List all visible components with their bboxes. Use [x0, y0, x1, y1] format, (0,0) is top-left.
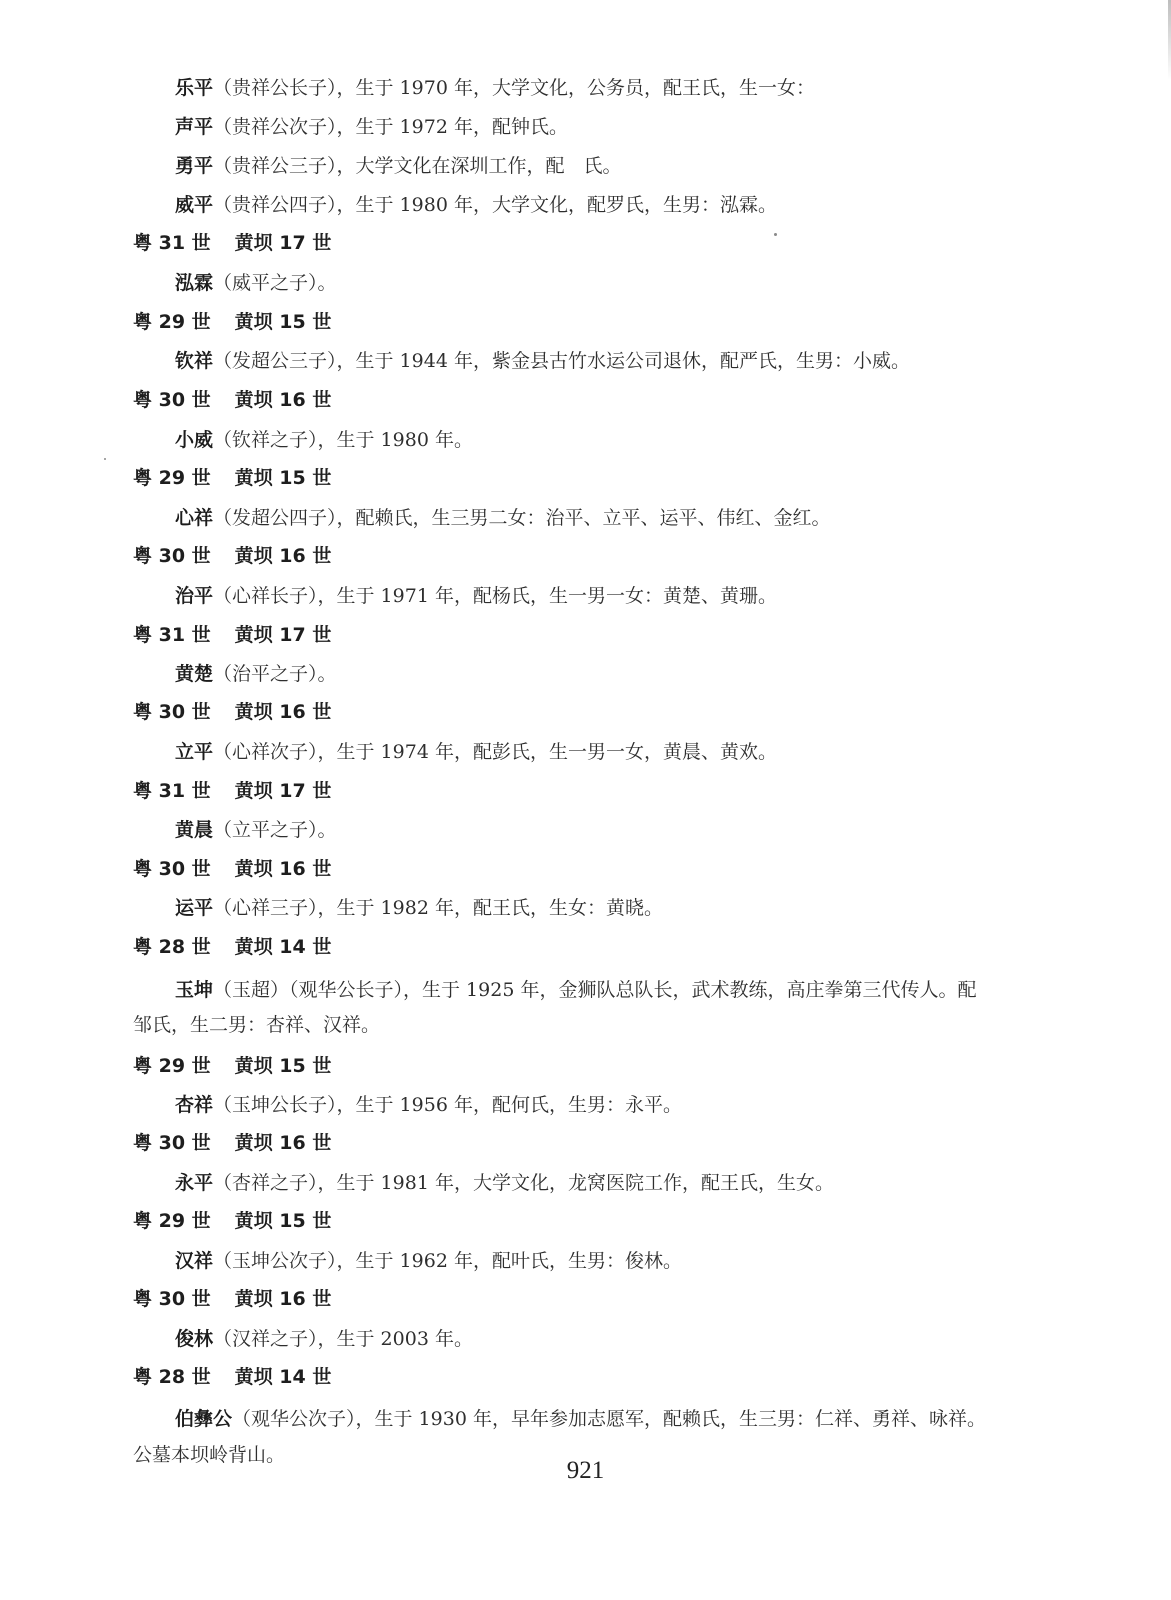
generation-heading [133, 469, 331, 488]
generation-heading [133, 938, 331, 957]
generation-village-label: 黄坝 17 世 [234, 232, 332, 254]
generation-village-label: 黄坝 16 世 [234, 858, 332, 880]
generation-province-label: 粤 29 世 [133, 1055, 211, 1077]
entry-continuation: 邹氏，生二男：杏祥、汉祥。 [133, 1014, 381, 1036]
person-description: （贵祥公四子），生于 1980 年，大学文化，配罗氏，生男：泓霖。 [213, 194, 777, 216]
person-entry [175, 352, 910, 371]
person-name: 立平 [175, 741, 214, 763]
generation-heading [133, 860, 331, 879]
generation-province-label: 粤 28 世 [133, 936, 211, 958]
person-entry [175, 118, 568, 137]
person-entry [175, 79, 815, 98]
person-entry [175, 1330, 473, 1349]
generation-province-label: 粤 30 世 [133, 701, 211, 723]
generation-province-label: 粤 30 世 [133, 389, 211, 411]
person-entry [175, 665, 337, 684]
generation-village-label: 黄坝 16 世 [234, 701, 332, 723]
scan-speck [774, 233, 777, 236]
person-description: （贵祥公次子），生于 1972 年，配钟氏。 [213, 116, 568, 138]
generation-heading [133, 234, 331, 253]
person-entry [175, 1410, 986, 1429]
person-entry [175, 743, 777, 762]
generation-heading [133, 313, 331, 332]
person-description: （贵祥公长子），生于 1970 年，大学文化，公务员，配王氏，生一女： [213, 77, 815, 99]
person-description: （威平之子）。 [213, 272, 337, 294]
generation-village-label: 黄坝 15 世 [234, 1055, 332, 1077]
generation-province-label: 粤 31 世 [133, 780, 211, 802]
person-name: 黄晨 [175, 819, 214, 841]
person-entry [175, 431, 473, 450]
person-name: 小威 [175, 429, 214, 451]
person-name: 威平 [175, 194, 214, 216]
generation-village-label: 黄坝 16 世 [234, 1132, 332, 1154]
generation-heading [133, 626, 331, 645]
generation-village-label: 黄坝 17 世 [234, 780, 332, 802]
person-description: （发超公三子），生于 1944 年，紫金县古竹水运公司退休，配严氏，生男：小威。 [213, 350, 910, 372]
generation-province-label: 粤 28 世 [133, 1366, 211, 1388]
person-name: 杏祥 [175, 1094, 214, 1116]
person-description: （玉坤公长子），生于 1956 年，配何氏，生男：永平。 [213, 1094, 682, 1116]
generation-village-label: 黄坝 16 世 [234, 545, 332, 567]
person-entry [175, 196, 777, 215]
person-entry [175, 821, 337, 840]
person-name: 心祥 [175, 507, 214, 529]
scan-speck [104, 458, 106, 460]
generation-heading [133, 782, 331, 801]
person-entry [175, 981, 976, 1000]
generation-heading [133, 1057, 331, 1076]
person-entry [175, 1096, 682, 1115]
person-name: 泓霖 [175, 272, 214, 294]
generation-heading [133, 703, 331, 722]
person-description: （治平之子）。 [213, 663, 337, 685]
person-description: （杏祥之子），生于 1981 年，大学文化，龙窝医院工作，配王氏，生女。 [213, 1172, 834, 1194]
person-name: 声平 [175, 116, 214, 138]
generation-province-label: 粤 29 世 [133, 1210, 211, 1232]
generation-village-label: 黄坝 17 世 [234, 624, 332, 646]
person-description: （心祥三子），生于 1982 年，配王氏，生女：黄晓。 [213, 897, 663, 919]
person-name: 玉坤 [175, 979, 214, 1001]
person-name: 汉祥 [175, 1250, 214, 1272]
person-entry [175, 157, 622, 176]
entry-continuation: 公墓本坝岭背山。 [133, 1444, 286, 1466]
person-entry [175, 587, 777, 606]
generation-village-label: 黄坝 16 世 [234, 1288, 332, 1310]
person-entry [175, 509, 831, 528]
generation-heading [133, 1212, 331, 1231]
generation-province-label: 粤 29 世 [133, 467, 211, 489]
person-name: 运平 [175, 897, 214, 919]
generation-province-label: 粤 30 世 [133, 1132, 211, 1154]
generation-heading [133, 1134, 331, 1153]
person-description: （玉超）（观华公长子），生于 1925 年，金狮队总队长，武术教练，高庄拳第三代传人。配 [213, 979, 977, 1001]
person-name: 乐平 [175, 77, 214, 99]
person-name: 黄楚 [175, 663, 214, 685]
generation-village-label: 黄坝 15 世 [234, 311, 332, 333]
person-description: （玉坤公次子），生于 1962 年，配叶氏，生男：俊林。 [213, 1250, 682, 1272]
generation-village-label: 黄坝 15 世 [234, 467, 332, 489]
person-description: （立平之子）。 [213, 819, 337, 841]
person-description: （贵祥公三子），大学文化在深圳工作，配 氏。 [213, 155, 622, 177]
generation-province-label: 粤 31 世 [133, 232, 211, 254]
person-name: 伯彝公 [175, 1408, 233, 1430]
generation-province-label: 粤 31 世 [133, 624, 211, 646]
person-name: 治平 [175, 585, 214, 607]
generation-province-label: 粤 30 世 [133, 545, 211, 567]
person-description: （观华公次子），生于 1930 年，早年参加志愿军，配赖氏，生三男：仁祥、勇祥、咏祥。 [232, 1408, 986, 1430]
generation-village-label: 黄坝 15 世 [234, 1210, 332, 1232]
person-entry [175, 899, 663, 918]
generation-heading [133, 547, 331, 566]
person-description: （发超公四子），配赖氏，生三男二女：治平、立平、运平、伟红、金红。 [213, 507, 831, 529]
generation-village-label: 黄坝 16 世 [234, 389, 332, 411]
page-number: 921 [566, 1457, 605, 1484]
person-description: （钦祥之子），生于 1980 年。 [213, 429, 473, 451]
person-name: 永平 [175, 1172, 214, 1194]
person-description: （心祥次子），生于 1974 年，配彭氏，生一男一女，黄晨、黄欢。 [213, 741, 777, 763]
person-entry [175, 1174, 834, 1193]
person-description: （汉祥之子），生于 2003 年。 [213, 1328, 473, 1350]
generation-village-label: 黄坝 14 世 [234, 936, 332, 958]
person-entry [175, 1252, 682, 1271]
generation-heading [133, 391, 331, 410]
generation-village-label: 黄坝 14 世 [234, 1366, 332, 1388]
generation-province-label: 粤 30 世 [133, 858, 211, 880]
generation-heading [133, 1290, 331, 1309]
person-name: 俊林 [175, 1328, 214, 1350]
person-name: 勇平 [175, 155, 214, 177]
person-name: 钦祥 [175, 350, 214, 372]
generation-province-label: 粤 30 世 [133, 1288, 211, 1310]
person-entry [175, 274, 337, 293]
generation-province-label: 粤 29 世 [133, 311, 211, 333]
generation-heading [133, 1368, 331, 1387]
person-description: （心祥长子），生于 1971 年，配杨氏，生一男一女：黄楚、黄珊。 [213, 585, 777, 607]
